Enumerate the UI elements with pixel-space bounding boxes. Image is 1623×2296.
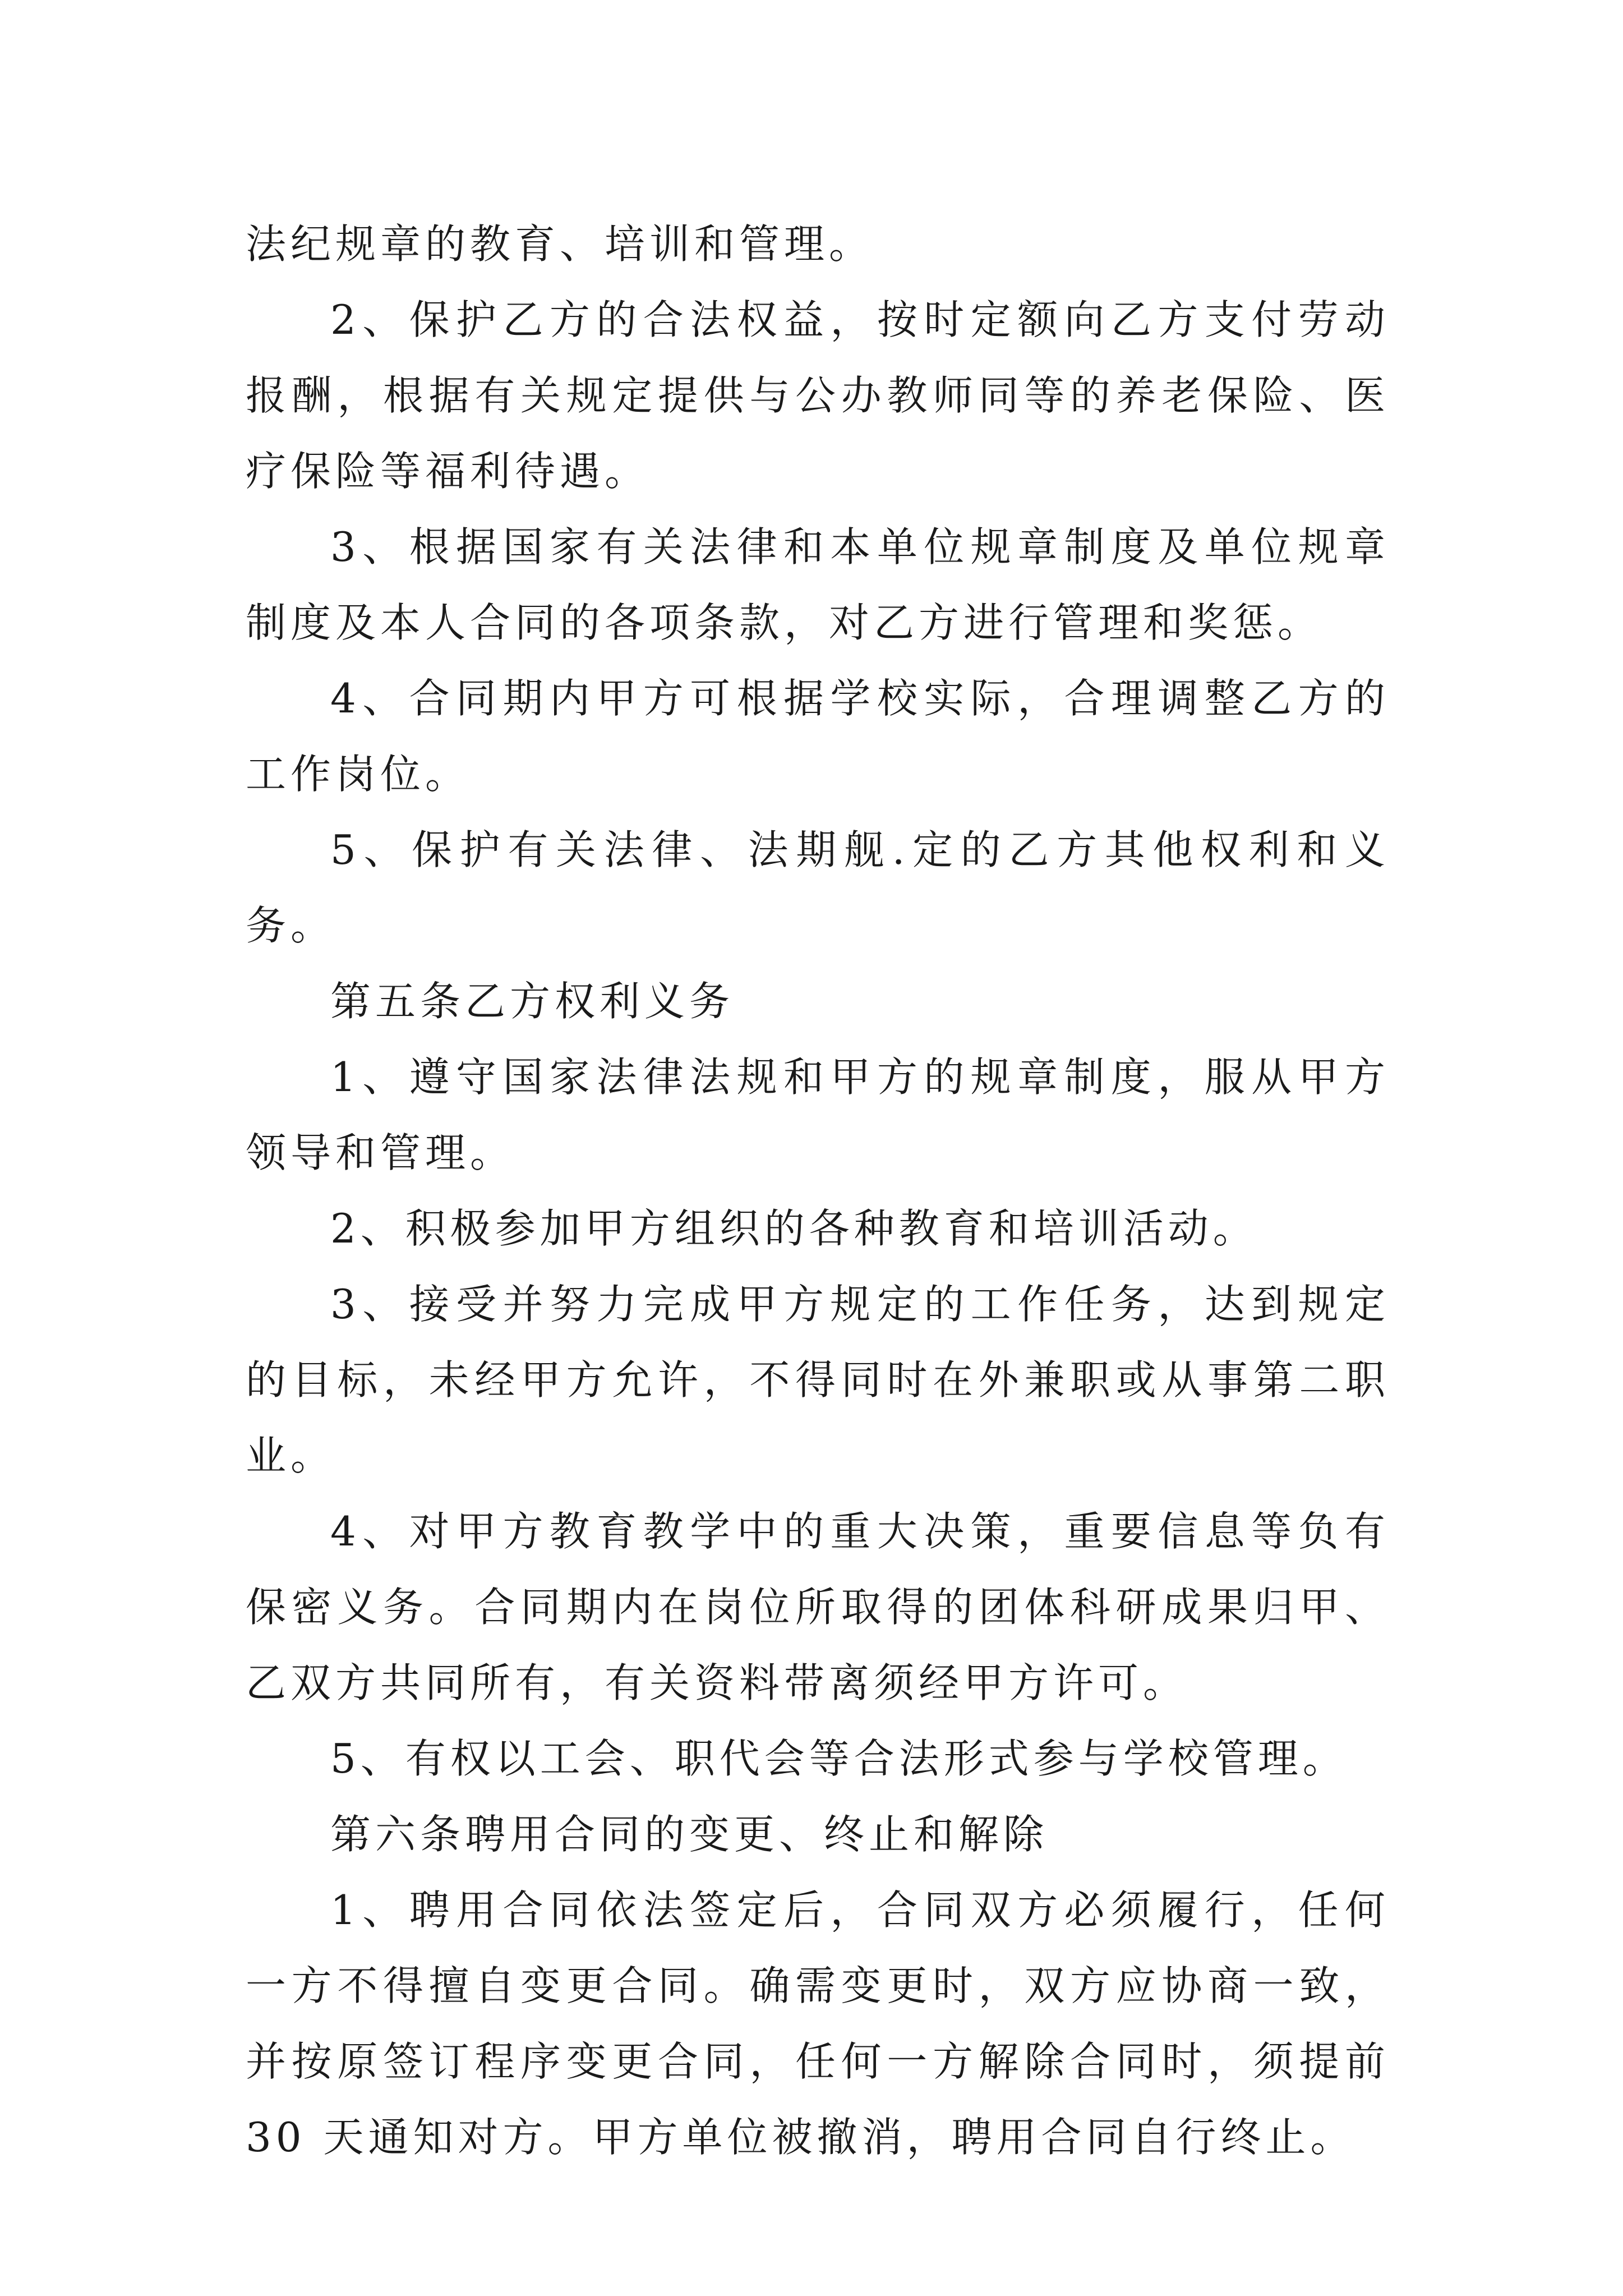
paragraph: 5、保护有关法律、法期舰.定的乙方其他权利和义务。: [246, 826, 1390, 949]
paragraph: 3、根据国家有关法律和本单位规章制度及单位规章制度及本人合同的各项条款，对乙方进行管理和奖惩。: [246, 523, 1390, 646]
section-heading: 第六条聘用合同的变更、终止和解除: [330, 1811, 1049, 1858]
section-heading: 第五条乙方权利义务: [330, 978, 735, 1025]
paragraph: 5、有权以工会、职代会等合法形式参与学校管理。: [330, 1735, 1348, 1782]
paragraph: 1、遵守国家法律法规和甲方的规章制度，服从甲方领导和管理。: [246, 1053, 1390, 1176]
paragraph: 4、对甲方教育教学中的重大决策，重要信息等负有保密义务。合同期内在岗位所取得的团体科研成果归甲、乙双方共同所有，有关资料带离须经甲方许可。: [246, 1508, 1390, 1706]
paragraph: 4、合同期内甲方可根据学校实际，合理调整乙方的工作岗位。: [246, 675, 1390, 798]
paragraph: 2、积极参加甲方组织的各种教育和培训活动。: [330, 1205, 1258, 1252]
paragraph: 2、保护乙方的合法权益，按时定额向乙方支付劳动报酬，根据有关规定提供与公办教师同等的养老保险、医疗保险等福利待遇。: [246, 296, 1390, 495]
paragraph: 法纪规章的教育、培训和管理。: [246, 220, 874, 268]
document-body: [246, 206, 1407, 2175]
paragraph: 1、聘用合同依法签定后，合同双方必须履行，任何一方不得擅自变更合同。确需变更时，双方应协商一致，并按原签订程序变更合同，任何一方解除合同时，须提前 30 天通知对方。甲方单位被撤消，聘用合同自行终止。: [246, 1887, 1407, 2161]
paragraph: 3、接受并努力完成甲方规定的工作任务，达到规定的目标，未经甲方允许，不得同时在外兼职或从事第二职业。: [246, 1281, 1390, 1479]
